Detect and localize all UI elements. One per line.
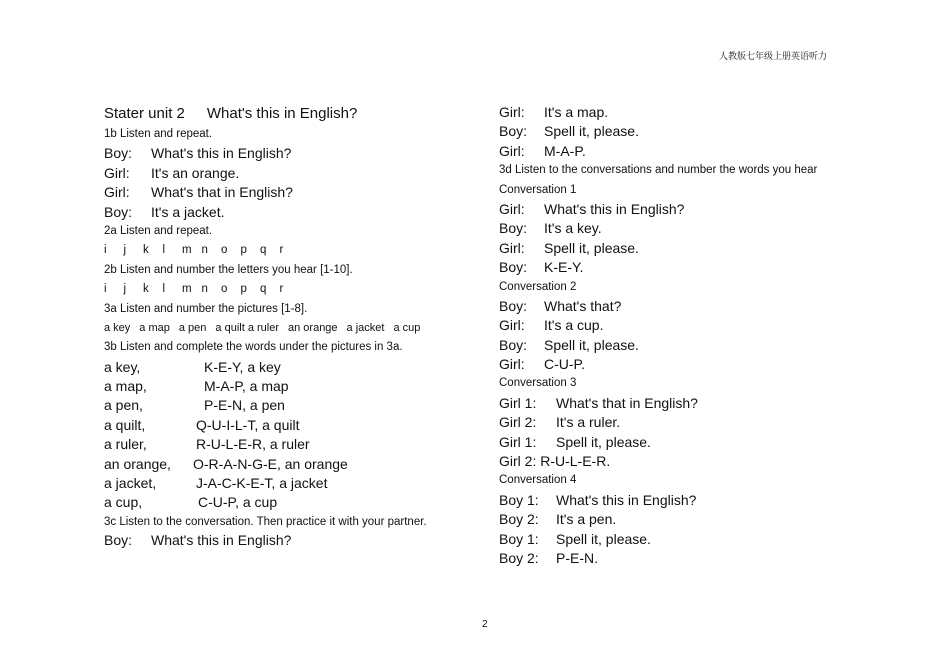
right-column [499,103,859,568]
spelling-row: a map, M-A-P, a map [104,378,289,395]
conversation-2-heading: Conversation 2 [499,280,577,293]
letters-row-2b: i j k l m n o p q r [104,283,284,296]
pictures-row: a key a map a pen a quilt a ruler an orange a jacket a cup [104,321,421,334]
spelling-row: a pen, P-E-N, a pen [104,397,285,414]
dialogue-line: Girl: Spell it, please. [499,239,639,256]
letters-row-2a: i j k l m n o p q r [104,244,284,257]
dialogue-line: Boy: It's a jacket. [104,203,225,220]
conversation-4-heading: Conversation 4 [499,474,577,487]
dialogue-line: Girl 2: It's a ruler. [499,414,621,431]
section-2a-heading: 2a Listen and repeat. [104,224,213,237]
page-number: 2 [482,619,488,630]
dialogue-line: Girl: C-U-P. [499,356,585,373]
dialogue-line: Boy 1: What's this in English? [499,491,697,508]
section-3d-heading: 3d Listen to the conversations and number the words you hear [499,164,818,177]
dialogue-line: Boy 2: It's a pen. [499,511,617,528]
dialogue-line: Girl: It's a map. [499,104,609,120]
unit-title: Stater unit 2 What's this in English? [104,105,358,122]
page-header: 人教版七年级上册英语听力 [718,52,827,62]
dialogue-line: Girl: What's this in English? [499,200,685,217]
spelling-row: a key, K-E-Y, a key [104,358,281,375]
spelling-row: a quilt, Q-U-I-L-T, a quilt [104,416,300,433]
spelling-list [104,358,476,513]
section-3c-instructions: 3c Listen to the conversation. Then practice it with your partner. [104,515,427,528]
dialogue-line: Girl 1: What's that in English? [499,394,698,411]
dialogue-line: Boy: What's this in English? [104,145,292,162]
dialogue-line: Girl: What's that in English? [104,184,293,201]
dialogue-line: Girl 2: R-U-L-E-R. [499,453,611,470]
dialogue-line: Boy: Spell it, please. [499,336,639,353]
section-2b-heading: 2b Listen and number the letters you hear [1-10]. [104,263,353,276]
spelling-row: an orange, O-R-A-N-G-E, an orange [104,455,348,472]
spelling-row: a ruler, R-U-L-E-R, a ruler [104,436,310,453]
spelling-row: a cup, C-U-P, a cup [104,494,278,511]
dialogue-line: Boy 1: Spell it, please. [499,530,651,547]
dialogue-line: Boy: Spell it, please. [499,123,639,140]
dialogue-line: Girl: It's a cup. [499,317,604,334]
conversation-1-heading: Conversation 1 [499,183,577,196]
conversation-3-heading: Conversation 3 [499,377,577,390]
dialogue-line: Boy: K-E-Y. [499,259,584,276]
section-3b-heading: 3b Listen and complete the words under the pictures in 3a. [104,341,403,354]
dialogue-line: Boy: What's that? [499,297,622,314]
left-column [104,103,476,551]
spelling-row: a jacket, J-A-C-K-E-T, a jacket [104,475,328,492]
dialogue-1b [104,144,476,222]
dialogue-line: Girl: It's an orange. [104,164,240,181]
dialogue-line: Girl 1: Spell it, please. [499,433,651,450]
dialogue-line: Boy: What's this in English? [104,532,292,549]
section-1b-heading: 1b Listen and repeat. [104,128,213,140]
dialogue-line: Girl: M-A-P. [499,142,586,159]
dialogue-line: Boy 2: P-E-N. [499,549,598,566]
dialogue-line: Boy: It's a key. [499,220,602,237]
section-3a-heading: 3a Listen and number the pictures [1-8]. [104,302,308,315]
